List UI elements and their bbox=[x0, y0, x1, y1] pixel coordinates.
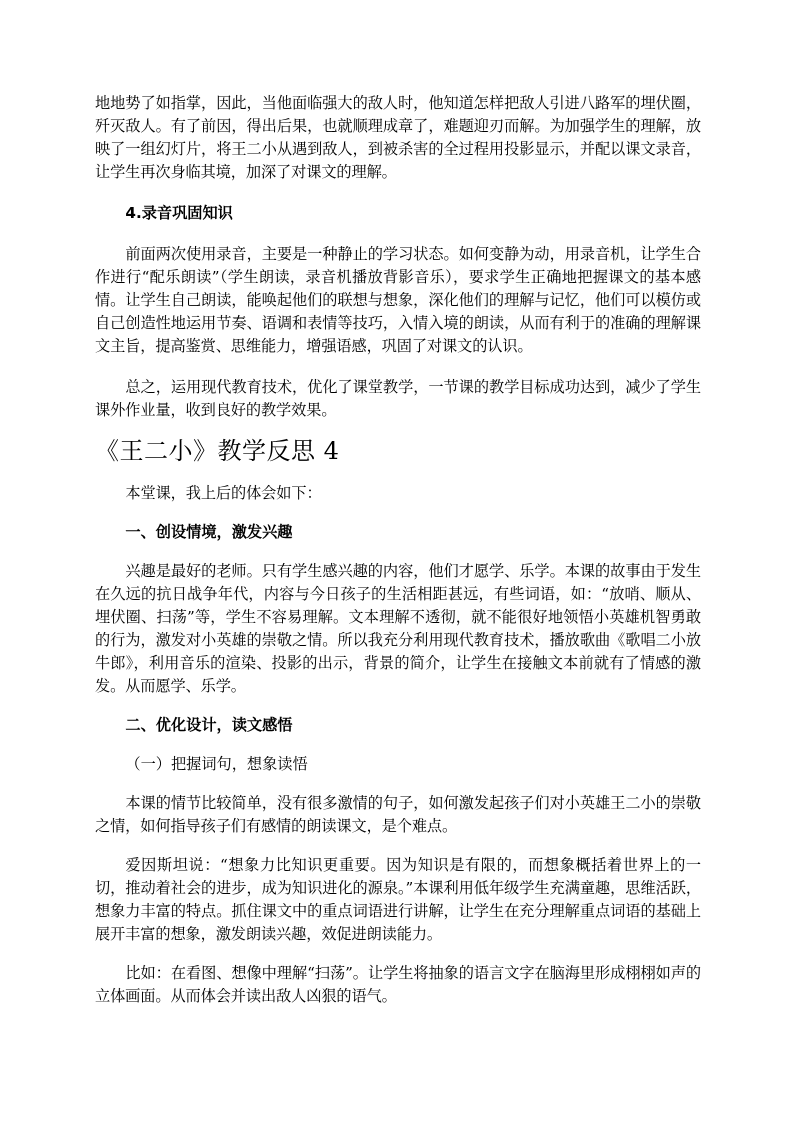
paragraph-4: 本堂课，我上后的体会如下： bbox=[125, 484, 322, 502]
section-heading-recording: 4.录音巩固知识 bbox=[125, 204, 233, 222]
paragraph-2: 前面两次使用录音，主要是一种静止的学习状态。如何变静为动，用录音机，让学生合作进行“配乐朗读”（学生朗读，录音机播放背影音乐），要求学生正确地把握课文的基本感情。让学生自己朗读，能唤起他们的联想与想象，深化他们的理解与记忆，他们可以模仿或自己创造性地运用节奏、语调和表情等技巧，入情入境的朗读，从而有利于的准确的理解课文主旨，提高鉴赏、思维能力，增强语感，巩固了对课文的认识。 bbox=[95, 245, 701, 355]
subsection-heading-one: （一）把握词句，想象读悟 bbox=[125, 755, 308, 773]
paragraph-8: 比如：在看图、想像中理解“扫荡”。让学生将抽象的语言文字在脑海里形成栩栩如声的立体画面。从而体会并读出敌人凶狠的语气。 bbox=[95, 964, 701, 1005]
section-heading-one: 一、创设情境，激发兴趣 bbox=[125, 523, 293, 541]
paragraph-1: 地地势了如指掌，因此，当他面临强大的敌人时，他知道怎样把敌人引进八路军的埋伏圈，歼灭敌人。有了前因，得出后果，也就顺理成章了，难题迎刃而解。为加强学生的理解，放映了一组幻灯片，将王二小从遇到敌人，到被杀害的全过程用投影显示，并配以课文录音，让学生再次身临其境，加深了对课文的理解。 bbox=[95, 94, 701, 181]
document-page bbox=[95, 92, 701, 1008]
paragraph-7: 爱因斯坦说：“想象力比知识更重要。因为知识是有限的，而想象概括着世界上的一切，推动着社会的进步，成为知识进化的源泉。”本课利用低年级学生充满童趣，思维活跃，想象力丰富的特点。抓住课文中的重点词语进行讲解，让学生在充分理解重点词语的基础上展开丰富的想象，激发朗读兴趣，效促进朗读能力。 bbox=[95, 856, 701, 943]
paragraph-5: 兴趣是最好的老师。只有学生感兴趣的内容，他们才愿学、乐学。本课的故事由于发生在久远的抗日战争年代，内容与今日孩子的生活相距甚远，有些词语，如：“放哨、顺从、埋伏圈、扫荡”等，学生不容易理解。文本理解不透彻，就不能很好地领悟小英雄机智勇敢的行为，激发对小英雄的崇敬之情。所以我充分利用现代教育技术，播放歌曲《歌唱二小放牛郎》，利用音乐的渲染、投影的出示，背景的简介，让学生在接触文本前就有了情感的激发。从而愿学、乐学。 bbox=[95, 562, 701, 695]
page-title: 《王二小》教学反思 4 bbox=[95, 437, 340, 465]
paragraph-3: 总之，运用现代教育技术，优化了课堂教学，一节课的教学目标成功达到，减少了学生课外作业量，收到良好的教学效果。 bbox=[95, 378, 701, 419]
section-heading-two: 二、优化设计，读文感悟 bbox=[125, 716, 293, 734]
paragraph-6: 本课的情节比较简单，没有很多激情的句子，如何激发起孩子们对小英雄王二小的崇敬之情，如何指导孩子们有感情的朗读课文，是个难点。 bbox=[95, 794, 701, 835]
